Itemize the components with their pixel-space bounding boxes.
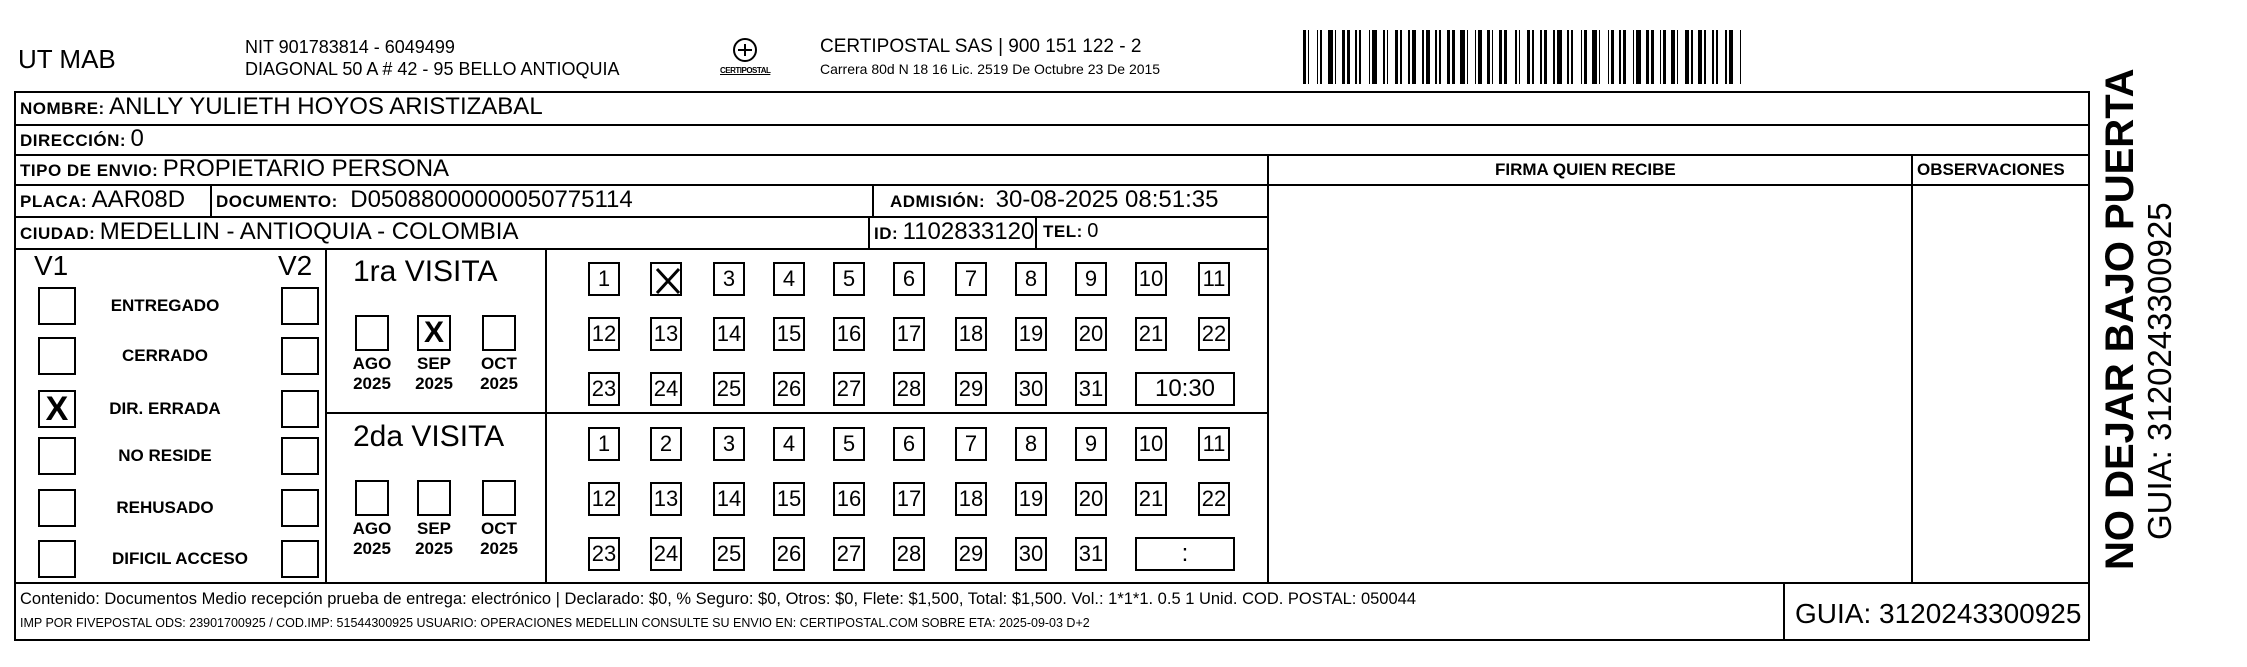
company-address: DIAGONAL 50 A # 42 - 95 BELLO ANTIOQUIA <box>245 59 620 79</box>
placa-row <box>20 186 185 214</box>
day-cell[interactable]: 21 <box>1135 317 1167 351</box>
month-label: AGO <box>352 354 392 373</box>
carrier-address: Carrera 80d N 18 16 Lic. 2519 De Octubre 23 De 2015 <box>820 61 1161 77</box>
nombre-value: ANLLY YULIETH HOYOS ARISTIZABAL <box>109 93 543 120</box>
day-cell[interactable]: 20 <box>1075 482 1107 516</box>
nombre-row <box>20 93 543 121</box>
day-cell[interactable]: 22 <box>1198 482 1230 516</box>
day-cell[interactable]: 24 <box>650 372 682 406</box>
day-cell[interactable]: 17 <box>893 482 925 516</box>
direccion-label: DIRECCIÓN: <box>20 131 127 150</box>
visit-1-title: 1ra VISITA <box>353 255 498 288</box>
day-cell[interactable]: 30 <box>1015 372 1047 406</box>
documento-value: D05088000000050775114 <box>350 186 633 213</box>
month-label: SEP <box>416 519 452 538</box>
month-label: SEP <box>416 354 452 373</box>
admision-row <box>890 186 1218 214</box>
day-cell[interactable]: 8 <box>1015 262 1047 296</box>
day-cell[interactable]: 13 <box>650 317 682 351</box>
day-cell[interactable] <box>650 262 682 296</box>
status-label: REHUSADO <box>116 498 214 517</box>
day-cell[interactable]: 16 <box>833 482 865 516</box>
ciudad-label: CIUDAD: <box>20 224 96 243</box>
day-cell[interactable]: 28 <box>893 537 925 571</box>
v2-header: V2 <box>278 250 313 281</box>
ciudad-row <box>20 218 518 246</box>
id-value: 1102833120 <box>902 218 1035 245</box>
status-label: DIR. ERRADA <box>109 399 221 418</box>
day-cell[interactable]: 3 <box>713 262 745 296</box>
admision-label: ADMISIÓN: <box>890 192 986 211</box>
month-year: 2025 <box>415 374 453 393</box>
day-cell[interactable]: 25 <box>713 537 745 571</box>
tel-row <box>1043 220 1098 243</box>
footer-content: Contenido: Documentos Medio recepción prueba de entrega: electrónico | Declarado: $0, % Seguro: $0, Otros: $0, Flete: $1,500, Total: $1,500. Vol.: 1*1*1. 0.5 1 Unid. COD. POSTAL: 050044 <box>20 590 1417 608</box>
day-cell[interactable]: 11 <box>1198 427 1230 461</box>
v1-header: V1 <box>34 250 69 281</box>
documento-row <box>216 186 633 214</box>
day-cell[interactable]: 10 <box>1135 427 1167 461</box>
carrier-logo-icon <box>720 36 771 80</box>
day-cell[interactable]: 31 <box>1075 372 1107 406</box>
time-field[interactable]: 10:30 <box>1135 372 1235 406</box>
day-cell[interactable]: 16 <box>833 317 865 351</box>
day-cell[interactable]: 2 <box>650 427 682 461</box>
status-label: CERRADO <box>122 346 208 365</box>
status-v1-checkbox[interactable] <box>38 437 76 475</box>
company-name: UT MAB <box>18 44 116 74</box>
day-cell[interactable]: 27 <box>833 372 865 406</box>
status-v1-checkbox[interactable] <box>38 489 76 527</box>
status-label: NO RESIDE <box>118 446 212 465</box>
status-v2-checkbox[interactable] <box>281 489 319 527</box>
day-cell[interactable]: 10 <box>1135 262 1167 296</box>
carrier-name: CERTIPOSTAL SAS | 900 151 122 - 2 <box>820 36 1142 57</box>
day-cell[interactable]: 31 <box>1075 537 1107 571</box>
day-cell[interactable]: 18 <box>955 317 987 351</box>
day-cell[interactable]: 20 <box>1075 317 1107 351</box>
day-cell[interactable]: 30 <box>1015 537 1047 571</box>
day-cell[interactable]: 15 <box>773 317 805 351</box>
day-cell[interactable]: 21 <box>1135 482 1167 516</box>
month-checkbox[interactable] <box>355 315 389 351</box>
placa-value: AAR08D <box>91 186 186 213</box>
status-v2-checkbox[interactable] <box>281 390 319 428</box>
day-cell[interactable]: 7 <box>955 262 987 296</box>
month-year: 2025 <box>480 374 518 393</box>
day-cell[interactable]: 22 <box>1198 317 1230 351</box>
status-v2-checkbox[interactable] <box>281 287 319 325</box>
day-cell[interactable]: 19 <box>1015 317 1047 351</box>
day-cell[interactable]: 15 <box>773 482 805 516</box>
day-cell[interactable]: 4 <box>773 262 805 296</box>
day-cell[interactable]: 9 <box>1075 427 1107 461</box>
side-warning <box>2098 68 2178 570</box>
day-cell[interactable]: 27 <box>833 537 865 571</box>
id-label: ID: <box>874 224 899 243</box>
month-label: OCT <box>481 519 517 538</box>
month-label: OCT <box>481 354 517 373</box>
day-cell[interactable]: 29 <box>955 537 987 571</box>
side-guia-text: GUIA: 3120243300925 <box>2141 202 2178 540</box>
day-cell[interactable]: 23 <box>588 537 620 571</box>
status-label: ENTREGADO <box>110 296 220 315</box>
day-cell[interactable]: 5 <box>833 427 865 461</box>
ciudad-value: MEDELLIN - ANTIOQUIA - COLOMBIA <box>99 218 519 245</box>
carrier-logo-text: CERTIPOSTAL <box>720 66 771 75</box>
observaciones-header: OBSERVACIONES <box>1917 160 2065 179</box>
status-v2-checkbox[interactable] <box>281 337 319 375</box>
day-cell[interactable]: 1 <box>588 262 620 296</box>
barcode <box>1303 30 1938 84</box>
day-cell[interactable]: 6 <box>893 427 925 461</box>
status-v2-checkbox[interactable] <box>281 437 319 475</box>
month-checkbox[interactable]: X <box>417 315 451 351</box>
day-cell[interactable]: 17 <box>893 317 925 351</box>
tipo-row <box>20 155 449 183</box>
day-cell[interactable]: 7 <box>955 427 987 461</box>
day-cell[interactable]: 1 <box>588 427 620 461</box>
tel-label: TEL: <box>1043 222 1083 241</box>
day-cell[interactable]: 18 <box>955 482 987 516</box>
id-row <box>874 218 1034 246</box>
day-cell[interactable]: 12 <box>588 482 620 516</box>
day-cell[interactable]: 13 <box>650 482 682 516</box>
month-checkbox[interactable] <box>482 315 516 351</box>
placa-label: PLACA: <box>20 192 88 211</box>
nombre-label: NOMBRE: <box>20 99 105 118</box>
tel-value: 0 <box>1087 220 1099 242</box>
footer-guia: GUIA: 3120243300925 <box>1795 598 2082 629</box>
day-cell[interactable]: 24 <box>650 537 682 571</box>
day-cell[interactable]: 25 <box>713 372 745 406</box>
admision-value: 30-08-2025 08:51:35 <box>995 186 1219 213</box>
day-cell[interactable]: 4 <box>773 427 805 461</box>
documento-label: DOCUMENTO: <box>216 192 338 211</box>
status-v1-checkbox[interactable] <box>38 337 76 375</box>
day-cell[interactable]: 19 <box>1015 482 1047 516</box>
firma-header: FIRMA QUIEN RECIBE <box>1495 160 1676 179</box>
month-year: 2025 <box>353 539 391 558</box>
day-mark-icon <box>652 264 684 298</box>
month-checkbox[interactable] <box>355 480 389 516</box>
month-year: 2025 <box>415 539 453 558</box>
month-checkbox[interactable] <box>417 480 451 516</box>
status-label: DIFICIL ACCESO <box>111 549 248 568</box>
status-v1-checkbox[interactable] <box>38 540 76 578</box>
day-cell[interactable]: 8 <box>1015 427 1047 461</box>
day-cell[interactable]: 28 <box>893 372 925 406</box>
day-cell[interactable]: 26 <box>773 537 805 571</box>
day-cell[interactable]: 26 <box>773 372 805 406</box>
month-checkbox[interactable] <box>482 480 516 516</box>
day-cell[interactable]: 14 <box>713 317 745 351</box>
month-year: 2025 <box>353 374 391 393</box>
day-cell[interactable]: 6 <box>893 262 925 296</box>
direccion-row <box>20 125 144 153</box>
day-cell[interactable]: 23 <box>588 372 620 406</box>
status-v1-checkbox[interactable] <box>38 287 76 325</box>
day-cell[interactable]: 11 <box>1198 262 1230 296</box>
company-nit: NIT 901783814 - 6049499 <box>245 37 455 57</box>
side-warning-text: NO DEJAR BAJO PUERTA <box>2098 68 2142 570</box>
day-cell[interactable]: 29 <box>955 372 987 406</box>
day-cell[interactable]: 9 <box>1075 262 1107 296</box>
time-field[interactable]: : <box>1135 537 1235 571</box>
day-cell[interactable]: 12 <box>588 317 620 351</box>
status-v1-checkbox[interactable]: X <box>38 390 76 428</box>
footer-print-info: IMP POR FIVEPOSTAL ODS: 23901700925 / COD.IMP: 51544300925 USUARIO: OPERACIONES MEDELLIN CONSULTE SU ENVIO EN: CERTIPOSTAL.COM SOBRE ETA: 2025-09-03 D+2 <box>20 616 1090 630</box>
tipo-label: TIPO DE ENVIO: <box>20 161 159 180</box>
visit-2-title: 2da VISITA <box>353 420 505 453</box>
day-cell[interactable]: 14 <box>713 482 745 516</box>
month-label: AGO <box>352 519 392 538</box>
month-year: 2025 <box>480 539 518 558</box>
tipo-value: PROPIETARIO PERSONA <box>162 155 450 182</box>
direccion-value: 0 <box>130 125 144 152</box>
day-cell[interactable]: 3 <box>713 427 745 461</box>
status-v2-checkbox[interactable] <box>281 540 319 578</box>
day-cell[interactable]: 5 <box>833 262 865 296</box>
